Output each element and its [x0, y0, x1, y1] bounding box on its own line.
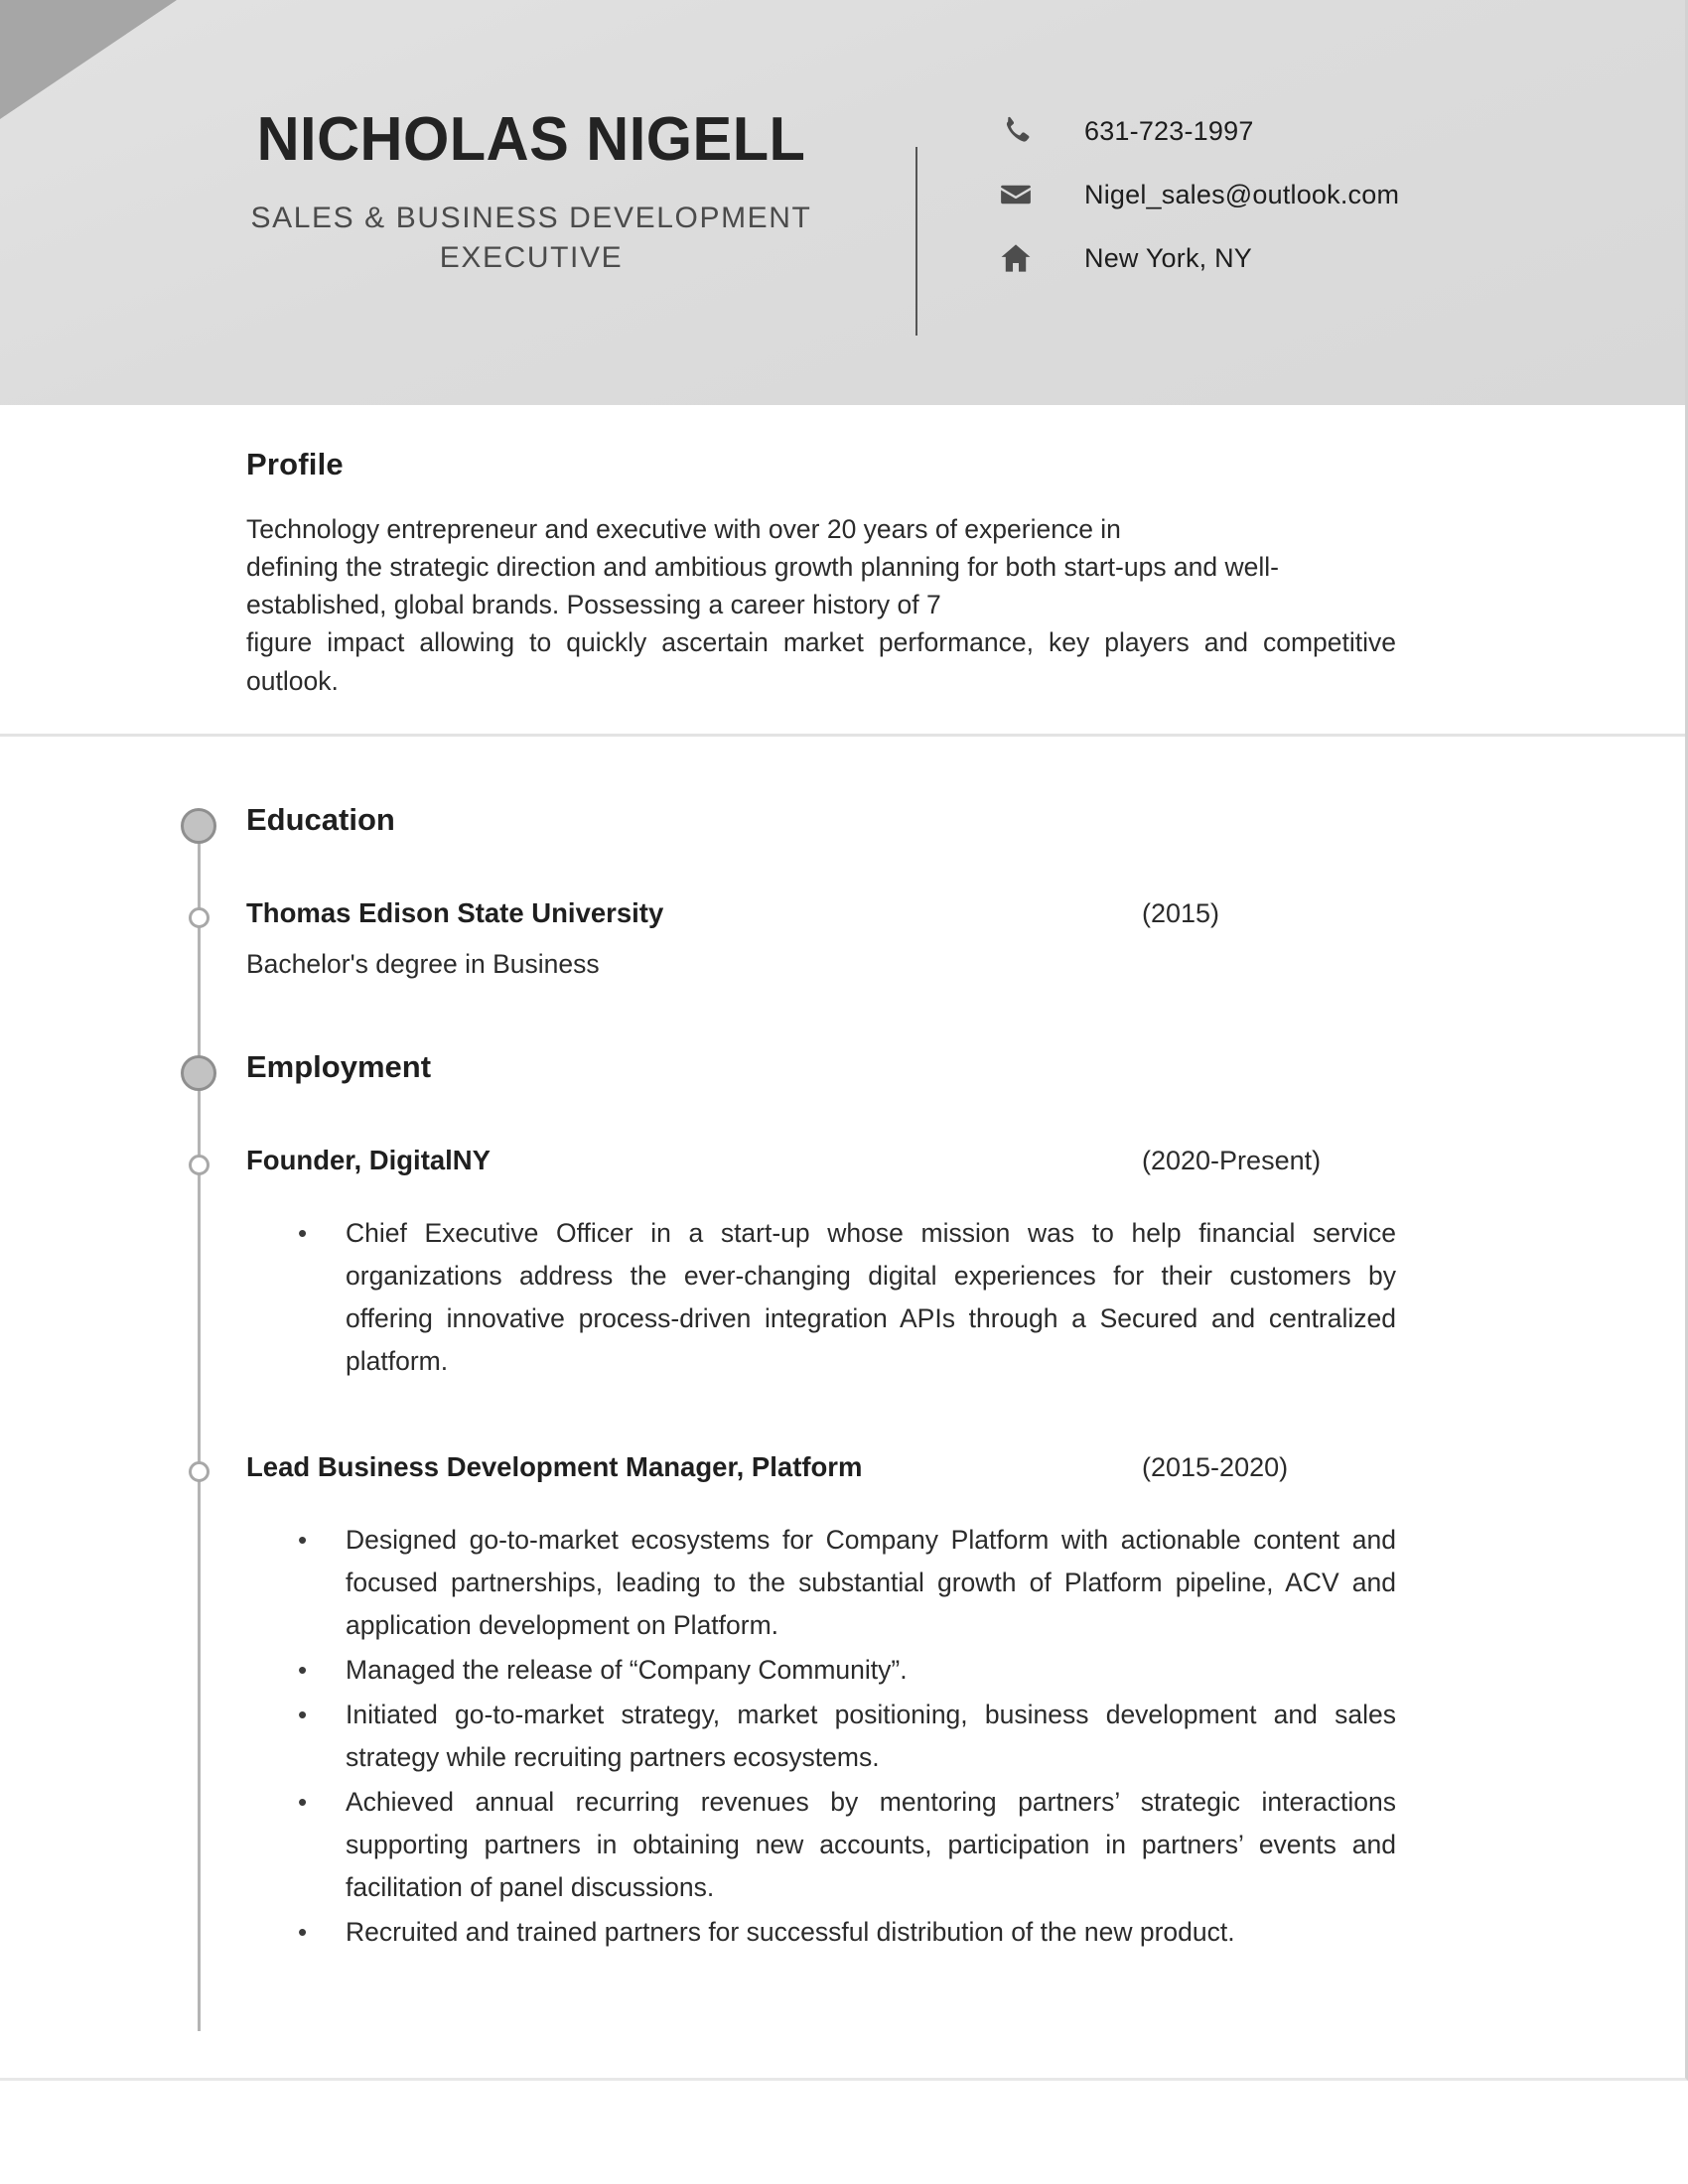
employment-section	[0, 1049, 1685, 1954]
name-block	[189, 95, 874, 278]
contact-location-value: New York, NY	[1084, 242, 1252, 273]
employment-entry-head	[246, 1451, 1396, 1491]
contact-phone-value[interactable]: 631-723-1997	[1084, 115, 1254, 146]
employment-job-title: Lead Business Development Manager, Platform	[246, 1451, 863, 1483]
education-degree: Bachelor's degree in Business	[246, 948, 600, 979]
contact-row-phone	[999, 101, 1399, 161]
section-gap	[0, 980, 1685, 1049]
list-item: • Designed go-to-market ecosystems for Company Platform with actionable content and focused partnerships, leading to the substantial growth of Platform pipeline, ACV and application development on Platform.	[346, 1519, 1396, 1647]
list-item: • Recruited and trained partners for successful distribution of the new product.	[346, 1911, 1396, 1954]
home-icon	[999, 241, 1045, 275]
education-entry-head	[246, 897, 1396, 937]
education-heading: Education	[246, 801, 395, 837]
timeline-minor-dot-icon	[189, 1461, 210, 1482]
profile-line-2: defining the strategic direction and ambitious growth planning for both start-ups and well-established, global brands. Possessing a career history of 7	[246, 552, 1279, 620]
timeline-major-dot-icon	[181, 1055, 216, 1091]
contact-row-email	[999, 165, 1399, 224]
employment-marker-row	[0, 1049, 1685, 1111]
envelope-icon	[999, 178, 1045, 211]
profile-text	[246, 510, 1396, 700]
candidate-name: NICHOLAS NIGELL	[256, 105, 806, 174]
timeline-major-dot-icon	[181, 808, 216, 844]
header-content	[0, 95, 1688, 336]
list-item: • Managed the release of “Company Community”.	[346, 1649, 1396, 1692]
employment-job-title: Founder, DigitalNY	[246, 1144, 491, 1175]
employment-bullet-list	[0, 1212, 1685, 1383]
employment-job-date: (2015-2020)	[1142, 1452, 1289, 1483]
timeline-minor-dot-icon	[189, 1155, 210, 1175]
phone-icon	[999, 114, 1045, 148]
profile-heading: Profile	[246, 447, 344, 481]
timeline	[0, 802, 1685, 1995]
employment-entry	[0, 1451, 1685, 1953]
job-title-line-1: SALES & BUSINESS DEVELOPMENT	[250, 202, 812, 234]
employment-heading: Employment	[246, 1048, 432, 1084]
contact-block	[999, 101, 1399, 292]
contact-row-location	[999, 228, 1399, 288]
entry-gap	[0, 1384, 1685, 1418]
education-section	[0, 802, 1685, 980]
education-date: (2015)	[1142, 897, 1220, 928]
employment-bullet-list	[0, 1519, 1685, 1953]
profile-line-1: Technology entrepreneur and executive with over 20 years of experience in	[246, 514, 1121, 544]
resume-header	[0, 0, 1688, 405]
education-school-name: Thomas Edison State University	[246, 896, 664, 928]
header-vertical-divider	[915, 147, 917, 336]
education-marker-row	[0, 802, 1685, 864]
education-entry	[0, 897, 1685, 980]
candidate-job-title	[189, 199, 874, 278]
employment-entry-head	[246, 1145, 1396, 1184]
resume-body	[0, 405, 1685, 1995]
list-item: • Chief Executive Officer in a start-up whose mission was to help financial service organizations address the ever-changing digital experiences for their customers by offering innovative process-driven integration APIs through a Secured and centralized platform.	[346, 1212, 1396, 1383]
timeline-minor-dot-icon	[189, 907, 210, 928]
profile-line-3: figure impact allowing to quickly ascertain market performance, key players and competitive outlook.	[246, 627, 1396, 696]
list-item: • Achieved annual recurring revenues by mentoring partners’ strategic interactions supporting partners in obtaining new accounts, participation in partners’ events and facilitation of panel discussions.	[346, 1781, 1396, 1909]
employment-entry	[0, 1145, 1685, 1383]
contact-email-value[interactable]: Nigel_sales@outlook.com	[1084, 179, 1400, 209]
list-item: • Initiated go-to-market strategy, market positioning, business development and sales strategy while recruiting partners ecosystems.	[346, 1694, 1396, 1779]
profile-section	[0, 405, 1685, 737]
employment-job-date: (2020-Present)	[1142, 1145, 1322, 1175]
job-title-line-2: EXECUTIVE	[439, 240, 624, 274]
